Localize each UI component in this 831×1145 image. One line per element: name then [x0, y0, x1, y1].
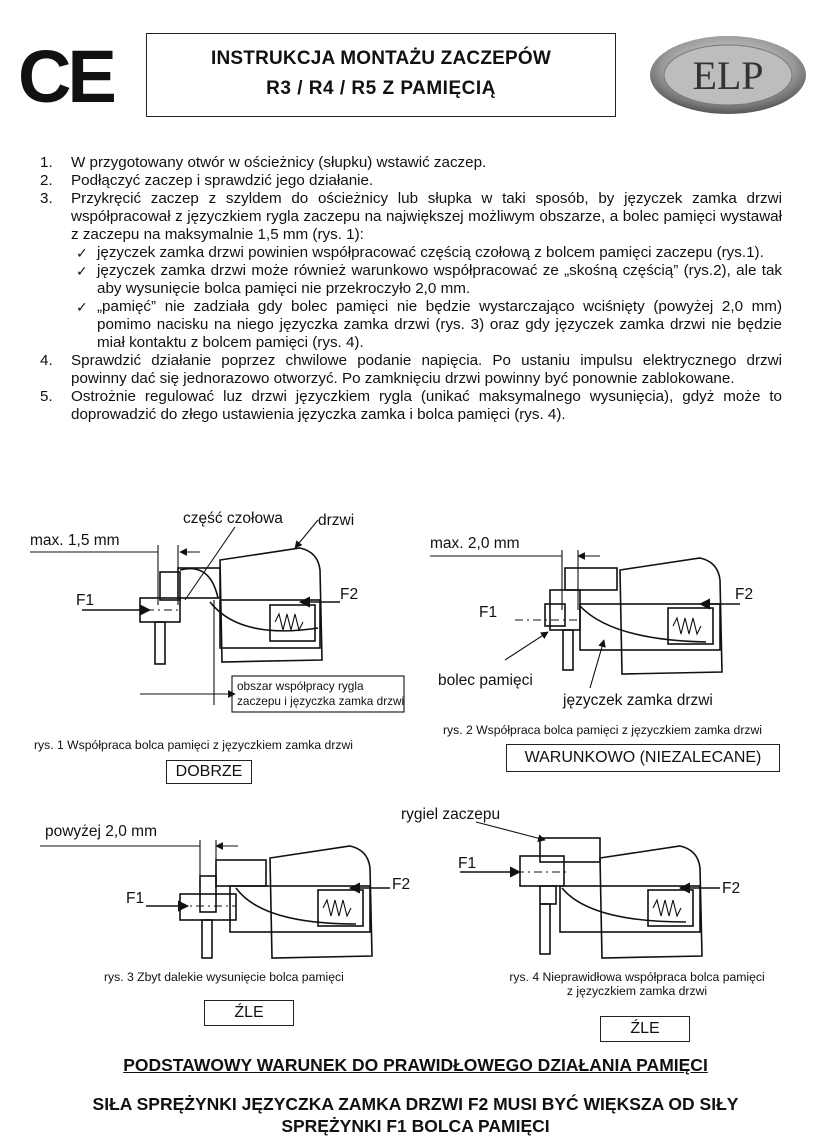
fig2-label-latch: języczek zamka drzwi — [563, 692, 713, 709]
step-4: 4. Sprawdzić działanie poprzez chwilowe podanie napięcia. Po ustaniu impulsu elektrycznego drzwi powinny dać się jednorazowo otworzyć. Po zamknięciu drzwi powinny być ponownie zablokowane. — [40, 352, 782, 387]
check-icon: ✓ — [76, 299, 88, 315]
figure-2-diagram — [430, 550, 740, 688]
fig2-verdict: WARUNKOWO (NIEZALECANE) — [506, 744, 780, 772]
fig3-dim-label: powyżej 2,0 mm — [45, 823, 157, 840]
page-title: INSTRUKCJA MONTAŻU ZACZEPÓW — [211, 48, 551, 69]
fig3-f1: F1 — [126, 890, 145, 907]
fig1-label-front: część czołowa — [183, 510, 283, 527]
substep-1: ✓ języczek zamka drzwi powinien współpracować częścią czołową z bolcem pamięci zaczepu (rys.1). — [76, 244, 764, 261]
fig2-label-pin: bolec pamięci — [438, 672, 533, 689]
fig1-dim-label: max. 1,5 mm — [30, 532, 120, 549]
page-subtitle: R3 / R4 / R5 Z PAMIĘCIĄ — [266, 78, 496, 99]
fig1-note: obszar współpracy rygla zaczepu i języczka zamka drzwi — [237, 679, 405, 708]
fig4-caption: rys. 4 Nieprawidłowa współpraca bolca pamięci z języczkiem zamka drzwi — [509, 970, 765, 998]
fig3-f2: F2 — [392, 876, 411, 893]
fig2-caption: rys. 2 Współpraca bolca pamięci z języczkiem zamka drzwi — [443, 723, 762, 737]
condition-text: SIŁA SPRĘŻYNKI JĘZYCZKA ZAMKA DRZWI F2 MUSI BYĆ WIĘKSZA OD SIŁY SPRĘŻYNKI F1 BOLCA PAMIĘCI — [92, 1094, 739, 1136]
fig1-f1: F1 — [76, 592, 95, 609]
fig4-label-bolt: rygiel zaczepu — [401, 806, 501, 823]
fig4-verdict: ŹLE — [600, 1016, 690, 1042]
check-icon: ✓ — [76, 263, 88, 279]
substep-3: ✓ „pamięć” nie zadziała gdy bolec pamięci nie będzie wystarczająco wciśnięty (powyżej 2,0 mm) pomimo nacisku na niego języczka zamka drzwi (rys. 3) oraz gdy języczek zamka drzwi nie będzie miał kontaktu z bolcem pamięci (rys. 4). — [76, 298, 782, 351]
step-5: 5. Ostrożnie regulować luz drzwi języczkiem rygla (unikać maksymalnego wysunięcia), gdyż może to doprowadzić do złego ustawienia języczka zamka i bolca pamięci (rys. 4). — [40, 388, 782, 423]
fig3-verdict: ŹLE — [204, 1000, 294, 1026]
fig2-f2: F2 — [735, 586, 754, 603]
step-2: 2. Podłączyć zaczep i sprawdzić jego działanie. — [40, 172, 374, 189]
step-3: 3. Przykręcić zaczep z szyldem do ościeżnicy lub słupka w taki sposób, by języczek zamka drzwi współpracował z języczkiem rygla zaczepu na największej możliwym obszarze, a bolec pamięci wystawał z zaczepu na maksymalnie 1,5 mm (rys. 1): — [40, 190, 782, 243]
fig1-caption: rys. 1 Współpraca bolca pamięci z języczkiem zamka drzwi — [34, 738, 353, 752]
figure-4-diagram — [460, 822, 720, 958]
fig2-f1: F1 — [479, 604, 498, 621]
fig1-verdict: DOBRZE — [166, 760, 252, 784]
figure-3-diagram — [40, 840, 390, 958]
step-1: 1. W przygotowany otwór w ościeżnicy (słupku) wstawić zaczep. — [40, 154, 487, 171]
condition-title: PODSTAWOWY WARUNEK DO PRAWIDŁOWEGO DZIAŁANIA PAMIĘCI — [123, 1055, 708, 1075]
fig1-f2: F2 — [340, 586, 359, 603]
substep-2: ✓ języczek zamka drzwi może również warunkowo współpracować ze „skośną częścią” (rys.2), ale tak aby wysunięcie bolca pamięci nie przekroczyło 2,0 mm. — [76, 262, 782, 297]
ce-mark-logo: CE — [18, 35, 113, 118]
fig2-dim-label: max. 2,0 mm — [430, 535, 520, 552]
fig3-caption: rys. 3 Zbyt dalekie wysunięcie bolca pamięci — [104, 970, 344, 984]
fig1-label-door: drzwi — [318, 512, 355, 529]
fig4-f2: F2 — [722, 880, 741, 897]
logo-text: ELP — [692, 53, 764, 98]
check-icon: ✓ — [76, 245, 88, 261]
fig4-f1: F1 — [458, 855, 477, 872]
